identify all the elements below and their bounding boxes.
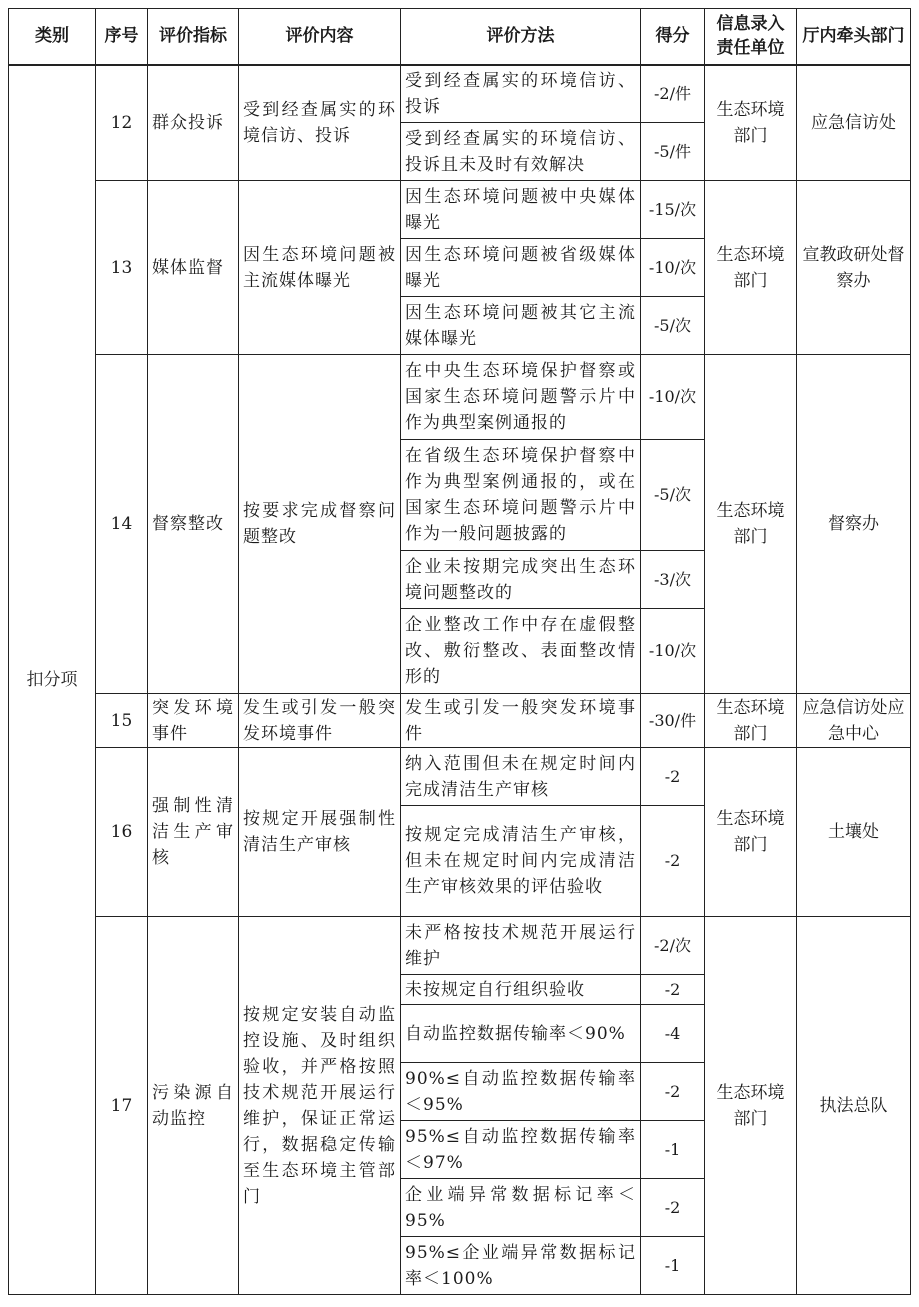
responsible-unit-cell: 生态环境部门	[705, 355, 797, 694]
responsible-unit-cell: 生态环境部门	[705, 181, 797, 355]
table-row	[9, 748, 911, 806]
header-score: 得分	[641, 9, 705, 65]
method-cell: 发生或引发一般突发环境事件	[401, 694, 641, 748]
responsible-unit-cell: 生态环境部门	[705, 65, 797, 181]
lead-department-cell: 宣教政研处督察办	[797, 181, 911, 355]
item-number-cell: 13	[96, 181, 148, 355]
method-cell: 因生态环境问题被省级媒体曝光	[401, 239, 641, 297]
table-row	[9, 65, 911, 123]
header-content: 评价内容	[239, 9, 401, 65]
content-cell: 按规定开展强制性清洁生产审核	[239, 748, 401, 917]
method-cell: 在中央生态环境保护督察或国家生态环境问题警示片中作为典型案例通报的	[401, 355, 641, 440]
method-cell: 90%≤自动监控数据传输率＜95%	[401, 1063, 641, 1121]
header-method: 评价方法	[401, 9, 641, 65]
table-row	[9, 694, 911, 748]
method-cell: 未严格按技术规范开展运行维护	[401, 917, 641, 975]
header-indicator: 评价指标	[148, 9, 239, 65]
method-cell: 未按规定自行组织验收	[401, 975, 641, 1005]
lead-department-cell: 应急信访处	[797, 65, 911, 181]
score-cell: -1	[641, 1121, 705, 1179]
score-cell: -2/次	[641, 917, 705, 975]
score-cell: -3/次	[641, 551, 705, 609]
lead-department-cell: 督察办	[797, 355, 911, 694]
score-cell: -2	[641, 748, 705, 806]
content-cell: 按要求完成督察问题整改	[239, 355, 401, 694]
method-cell: 按规定完成清洁生产审核，但未在规定时间内完成清洁生产审核效果的评估验收	[401, 806, 641, 917]
method-cell: 95%≤自动监控数据传输率＜97%	[401, 1121, 641, 1179]
lead-department-cell: 土壤处	[797, 748, 911, 917]
item-number-cell: 16	[96, 748, 148, 917]
method-cell: 企业整改工作中存在虚假整改、敷衍整改、表面整改情形的	[401, 609, 641, 694]
item-number-cell: 15	[96, 694, 148, 748]
table-row	[9, 917, 911, 975]
method-cell: 受到经查属实的环境信访、投诉且未及时有效解决	[401, 123, 641, 181]
score-cell: -15/次	[641, 181, 705, 239]
method-cell: 95%≤企业端异常数据标记率＜100%	[401, 1237, 641, 1295]
score-cell: -5/次	[641, 440, 705, 551]
method-cell: 受到经查属实的环境信访、投诉	[401, 65, 641, 123]
score-cell: -5/件	[641, 123, 705, 181]
content-cell: 按规定安装自动监控设施、及时组织验收，并严格按照技术规范开展运行维护，保证正常运行，数据稳定传输至生态环境主管部门	[239, 917, 401, 1295]
score-cell: -4	[641, 1005, 705, 1063]
indicator-cell: 强制性清洁生产审核	[148, 748, 239, 917]
indicator-cell: 群众投诉	[148, 65, 239, 181]
method-cell: 企业端异常数据标记率＜95%	[401, 1179, 641, 1237]
method-cell: 纳入范围但未在规定时间内完成清洁生产审核	[401, 748, 641, 806]
method-cell: 因生态环境问题被其它主流媒体曝光	[401, 297, 641, 355]
score-cell: -30/件	[641, 694, 705, 748]
header-category: 类别	[9, 9, 96, 65]
method-cell: 自动监控数据传输率＜90%	[401, 1005, 641, 1063]
content-cell: 受到经查属实的环境信访、投诉	[239, 65, 401, 181]
method-cell: 在省级生态环境保护督察中作为典型案例通报的，或在国家生态环境问题警示片中作为一般问题披露的	[401, 440, 641, 551]
method-cell: 企业未按期完成突出生态环境问题整改的	[401, 551, 641, 609]
score-cell: -2	[641, 1063, 705, 1121]
score-cell: -10/次	[641, 239, 705, 297]
score-cell: -5/次	[641, 297, 705, 355]
content-cell: 因生态环境问题被主流媒体曝光	[239, 181, 401, 355]
evaluation-table-container	[8, 8, 911, 1295]
table-row	[9, 355, 911, 440]
score-cell: -10/次	[641, 609, 705, 694]
responsible-unit-cell: 生态环境部门	[705, 694, 797, 748]
indicator-cell: 突发环境事件	[148, 694, 239, 748]
score-cell: -2	[641, 806, 705, 917]
evaluation-table	[8, 8, 911, 1295]
table-row	[9, 181, 911, 239]
header-row	[9, 9, 911, 65]
item-number-cell: 14	[96, 355, 148, 694]
content-cell: 发生或引发一般突发环境事件	[239, 694, 401, 748]
indicator-cell: 媒体监督	[148, 181, 239, 355]
responsible-unit-cell: 生态环境部门	[705, 748, 797, 917]
header-responsible-unit: 信息录入责任单位	[705, 9, 797, 65]
score-cell: -2/件	[641, 65, 705, 123]
lead-department-cell: 应急信访处应急中心	[797, 694, 911, 748]
score-cell: -10/次	[641, 355, 705, 440]
item-number-cell: 17	[96, 917, 148, 1295]
item-number-cell: 12	[96, 65, 148, 181]
category-cell: 扣分项	[9, 65, 96, 1295]
indicator-cell: 污染源自动监控	[148, 917, 239, 1295]
indicator-cell: 督察整改	[148, 355, 239, 694]
responsible-unit-cell: 生态环境部门	[705, 917, 797, 1295]
header-lead-department: 厅内牵头部门	[797, 9, 911, 65]
score-cell: -2	[641, 975, 705, 1005]
table-body	[9, 65, 911, 1295]
lead-department-cell: 执法总队	[797, 917, 911, 1295]
method-cell: 因生态环境问题被中央媒体曝光	[401, 181, 641, 239]
score-cell: -2	[641, 1179, 705, 1237]
score-cell: -1	[641, 1237, 705, 1295]
header-number: 序号	[96, 9, 148, 65]
